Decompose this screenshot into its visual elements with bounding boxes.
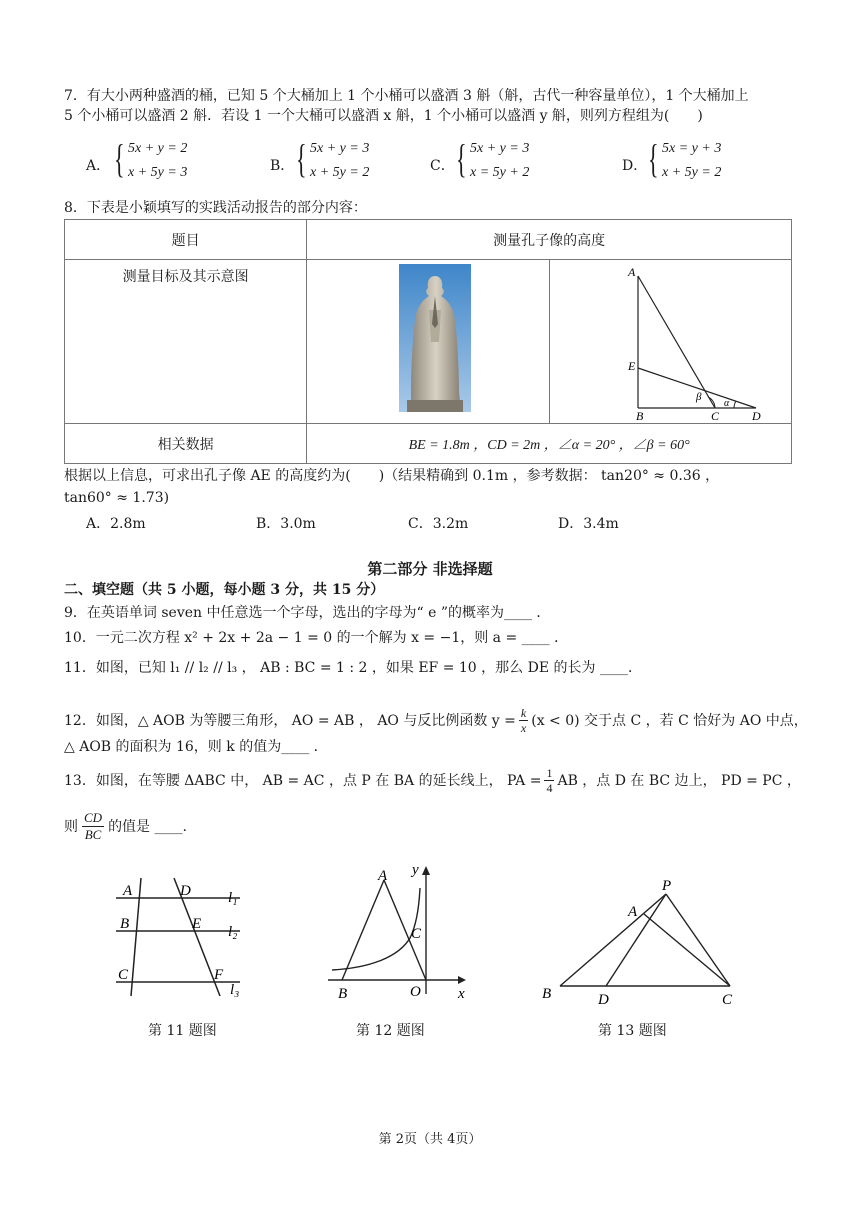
fig11-label-d: D	[180, 883, 191, 899]
figure-13	[536, 874, 736, 1010]
fig11-label-e: E	[192, 916, 202, 932]
fig11-label-f: F	[214, 967, 224, 983]
q13-line2	[64, 806, 187, 846]
fig13-label-p: P	[662, 878, 672, 894]
q7-line1: 7．有大小两种盛酒的桶，已知 5 个大桶加上 1 个小桶可以盛酒 3 斛（斛，古代一种容量单位），1 个大桶加上	[64, 88, 749, 104]
fig12-caption: 第 12 题图	[356, 1023, 425, 1039]
q7-option-a-eq2: x + 5y = 3	[128, 165, 188, 180]
fig11-label-a: A	[123, 883, 133, 899]
fig12-label-o: O	[410, 984, 421, 1000]
q11-text: 11．如图，已知 l₁ // l₂ // l₃ ， AB : BC = 1 : 2 ，如果 EF = 10 ，那么 DE 的长为 ____．	[64, 660, 642, 676]
q7-option-b-eq1: 5x + y = 3	[310, 141, 370, 156]
statue-diagram	[550, 260, 790, 424]
q7-option-c-eq1: 5x + y = 3	[470, 141, 530, 156]
q9-text: 9．在英语单词 seven 中任意选一个字母，选出的字母为“ e ”的概率为____ ．	[64, 605, 551, 621]
q8-line2: tan60° ≈ 1.73)	[64, 490, 170, 506]
q13-text-d: 的值是 ____.	[108, 819, 187, 835]
q13-text-b: AB ，点 D 在 BC 边上， PD = PC ，	[557, 773, 801, 789]
fig12-label-a: A	[378, 868, 388, 884]
q13-frac-num: 1	[546, 765, 553, 780]
fig13-label-a: A	[628, 904, 638, 920]
diagram-label-b: B	[635, 409, 643, 423]
report-row-target	[65, 260, 792, 424]
fig13-label-c: C	[722, 992, 733, 1008]
q8-line1: 根据以上信息，可求出孔子像 AE 的高度约为( )（结果精确到 0.1m ，参考数据： tan20° ≈ 0.36 ，	[64, 468, 720, 484]
fig12-label-x: x	[458, 986, 465, 1002]
q13-text-c: 则	[64, 819, 78, 835]
fig11-label-l2: l₂	[228, 924, 238, 940]
report-row-title	[65, 220, 792, 260]
section-fill-blank: 二、填空题（共 5 小题，每小题 3 分，共 15 分）	[64, 582, 385, 598]
figure-12	[318, 858, 478, 1004]
fig13-label-b: B	[542, 986, 552, 1002]
q13-text-a: 13．如图，在等腰 ΔABC 中， AB = AC ，点 P 在 BA 的延长线上， PA =	[64, 773, 542, 789]
q7-option-a-eq1: 5x + y = 2	[128, 141, 188, 156]
report-data-label: 相关数据	[65, 424, 307, 464]
fig12-label-b: B	[338, 986, 348, 1002]
q12-line2: △ AOB 的面积为 16，则 k 的值为____ ．	[64, 739, 328, 755]
report-data-value: BE = 1.8m ，CD = 2m ，∠α = 20° ，∠β = 60°	[307, 424, 792, 464]
q7-option-d-eq1: 5x = y + 3	[662, 141, 722, 156]
fig11-caption: 第 11 题图	[148, 1023, 217, 1039]
fig13-label-d: D	[598, 992, 609, 1008]
q8-option-d: D．3.4m	[558, 516, 619, 532]
q7-option-a-label: A．	[86, 158, 111, 174]
fig12-label-y: y	[412, 862, 419, 878]
fig11-label-l3: l₃	[230, 982, 240, 998]
q8-option-a: A．2.8m	[86, 516, 146, 532]
q7-option-c-label: C．	[430, 158, 455, 174]
q8-option-c: C．3.2m	[408, 516, 469, 532]
diagram-label-d: D	[751, 409, 761, 423]
q7-option-d-label: D．	[622, 158, 648, 174]
q8-option-b: B．3.0m	[256, 516, 316, 532]
q12-fraction	[519, 706, 528, 735]
q7-option-b-eq2: x + 5y = 2	[310, 165, 370, 180]
diagram-label-alpha: α	[723, 398, 729, 409]
confucius-statue-image	[399, 264, 471, 412]
part2-title: 第二部分 非选择题	[367, 560, 493, 578]
q12-text-b: (x < 0) 交于点 C ，若 C 恰好为 AO 中点，	[531, 713, 808, 729]
q7-line2: 5 个小桶可以盛酒 2 斛．若设 1 一个大桶可以盛酒 x 斛，1 个小桶可以盛酒 y 斛，则列方程组为( )	[64, 108, 703, 124]
q10-text: 10．一元二次方程 x² + 2x + 2a − 1 = 0 的一个解为 x = −1，则 a = ____ ．	[64, 630, 569, 646]
q13-fraction	[544, 766, 554, 795]
q13-frac-den: 4	[546, 780, 553, 795]
diagram-label-c: C	[710, 409, 719, 423]
fig11-label-b: B	[120, 916, 130, 932]
report-row-data	[65, 424, 792, 464]
report-target-label: 测量目标及其示意图	[65, 260, 307, 424]
report-diagram-cell	[549, 260, 791, 424]
fig11-label-c: C	[118, 967, 129, 983]
q12-frac-den: x	[520, 720, 527, 735]
q13-frac2-den: BC	[84, 826, 102, 842]
q7-option-d-eq2: x + 5y = 2	[662, 165, 722, 180]
figure-11	[108, 870, 258, 1000]
q13-frac2-num: CD	[84, 809, 103, 825]
q13-fraction-2	[82, 810, 104, 843]
fig11-label-l1: l₁	[228, 890, 238, 906]
page-footer: 第 2页（共 4页）	[378, 1132, 482, 1147]
fig13-caption: 第 13 题图	[598, 1023, 667, 1039]
q7-option-b-label: B．	[270, 158, 295, 174]
diagram-label-a: A	[627, 265, 635, 279]
q7-option-c-eq2: x = 5y + 2	[470, 165, 530, 180]
diagram-label-e: E	[627, 359, 635, 373]
report-title-value: 测量孔子像的高度	[307, 220, 792, 260]
report-table	[64, 219, 792, 464]
q13-line1	[64, 760, 801, 800]
q8-intro: 8．下表是小颖填写的实践活动报告的部分内容：	[64, 200, 367, 216]
report-statue-cell	[307, 260, 549, 424]
fig12-label-c: C	[411, 926, 422, 942]
q12-line1	[64, 700, 808, 740]
diagram-label-beta: β	[695, 391, 702, 403]
q12-text-a: 12．如图，△ AOB 为等腰三角形， AO = AB ， AO 与反比例函数 y =	[64, 713, 516, 729]
report-title-label: 题目	[65, 220, 307, 260]
q12-frac-num: k	[520, 705, 527, 720]
